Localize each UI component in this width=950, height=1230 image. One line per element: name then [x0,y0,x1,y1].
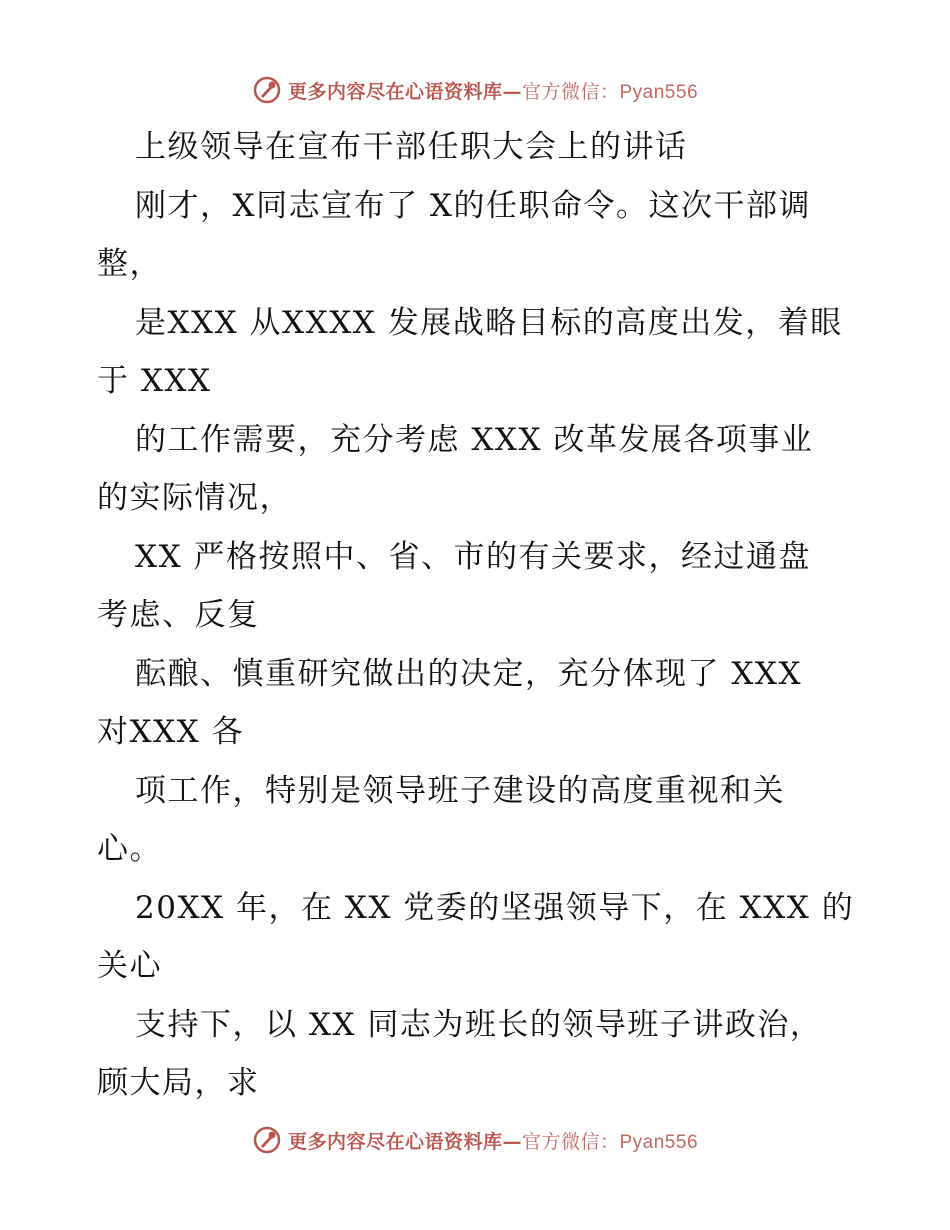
text-line: 酝酿、慎重研究做出的决定，充分体现了 XXX [135,655,803,692]
text-line: 上级领导在宣布干部任职大会上的讲话 [135,129,688,165]
text-line: 刚才，X同志宣布了 X的任职命令。这次干部调 [135,187,811,224]
banner-dash: — [502,1130,522,1153]
text-line: 顾大局，求 [97,1065,260,1101]
text-line: 的工作需要，充分考虑 XXX 改革发展各项事业 [135,421,814,458]
banner-handle: Pyan556 [619,81,699,103]
text-line: XX 严格按照中、省、市的有关要求，经过通盘 [135,538,811,575]
footer-banner [0,1120,950,1160]
banner-main-text: 更多内容尽在心语资料库 [287,1130,503,1153]
banner-text [288,77,698,104]
text-line: 的实际情况， [97,480,292,516]
text-line: 支持下，以 XX 同志为班长的领导班子讲政治， [135,1006,823,1043]
banner-wechat-label: 官方微信： [521,1130,620,1153]
banner-dash: — [502,80,522,103]
text-line: 于 XXX [97,363,212,399]
text-line: 整， [97,246,162,282]
banner-text [288,1127,698,1154]
text-line: 关心 [97,948,162,984]
text-line: 20XX 年，在 XX 党委的坚强领导下，在 XXX 的 [135,889,855,926]
header-banner [0,70,950,110]
banner-handle: Pyan556 [619,1131,699,1153]
banner-main-text: 更多内容尽在心语资料库 [287,80,503,103]
logo-icon [252,75,282,105]
text-line: 项工作，特别是领导班子建设的高度重视和关 [135,772,785,809]
text-line: 对XXX 各 [97,714,245,750]
text-line: 是XXX 从XXXX 发展战略目标的高度出发，着眼 [135,304,843,341]
text-line: 心。 [97,831,162,867]
document-body [97,118,857,1113]
logo-icon [252,1125,282,1155]
text-line: 考虑、反复 [97,597,260,633]
banner-wechat-label: 官方微信： [521,80,620,103]
